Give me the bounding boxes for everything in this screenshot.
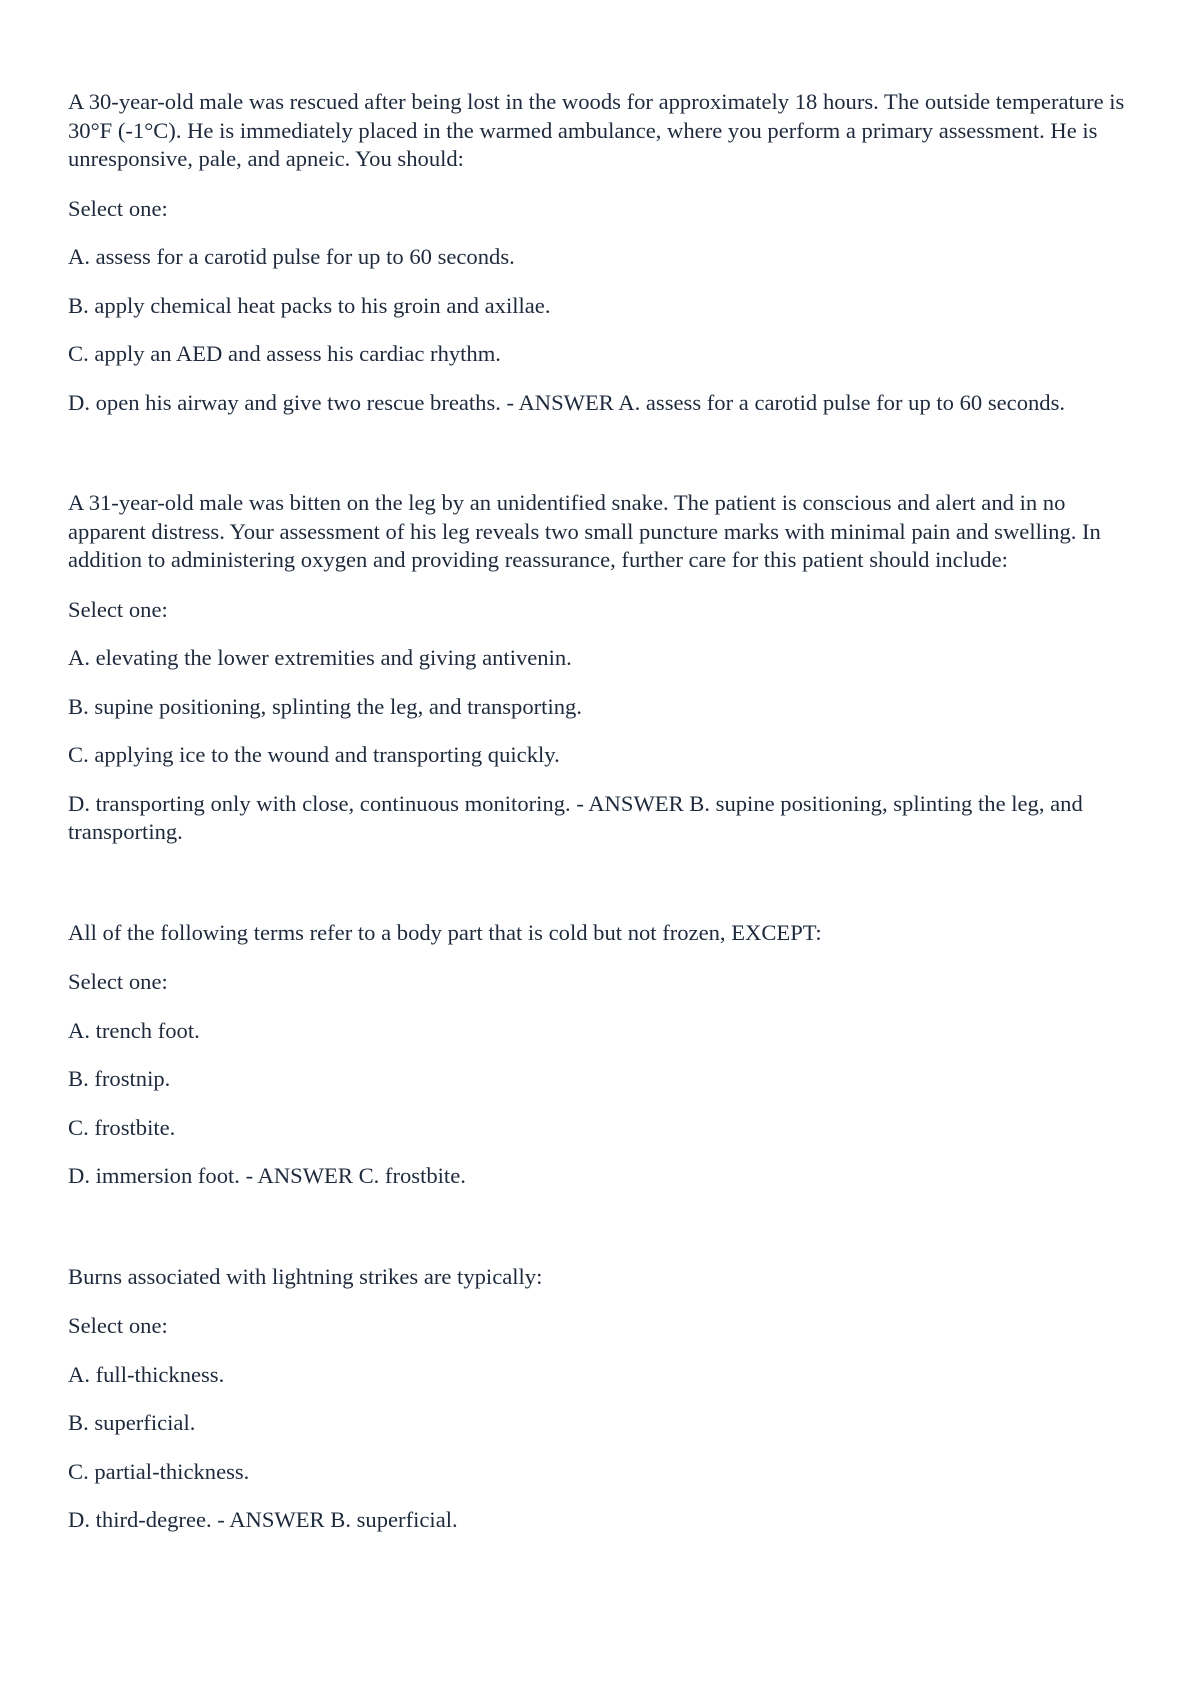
- answer-option-b: B. frostnip.: [68, 1066, 171, 1091]
- select-one-label: Select one:: [68, 195, 168, 221]
- answer-option-d: D. transporting only with close, continuous monitoring. - ANSWER B. supine positioning, splinting the leg, and transporting.: [68, 790, 1083, 844]
- answer-option-c: C. partial-thickness.: [68, 1458, 250, 1484]
- question-2: [68, 489, 1128, 847]
- select-one-label: Select one:: [68, 1313, 168, 1338]
- question-stem: A 31-year-old male was bitten on the leg by an unidentified snake. The patient is conscious and alert and in no apparent distress. Your assessment of his leg reveals two small puncture marks with minimal pain and swelling. In addition to administering oxygen and providing reassurance, further care for this patient should include:: [68, 490, 1101, 572]
- answer-option-a: A. elevating the lower extremities and giving antivenin.: [68, 645, 572, 670]
- answer-option-c: C. applying ice to the wound and transporting quickly.: [68, 742, 560, 767]
- question-4: [68, 1263, 1128, 1535]
- question-1: [68, 88, 1128, 417]
- answer-option-c: C. frostbite.: [68, 1114, 176, 1140]
- answer-option-c: C. apply an AED and assess his cardiac rhythm.: [68, 341, 501, 366]
- answer-option-d: D. open his airway and give two rescue breaths. - ANSWER A. assess for a carotid pulse for up to 60 seconds.: [68, 389, 1066, 415]
- answer-option-b: B. supine positioning, splinting the leg, and transporting.: [68, 693, 582, 719]
- question-stem: Burns associated with lightning strikes are typically:: [68, 1263, 543, 1289]
- answer-option-d: D. immersion foot. - ANSWER C. frostbite.: [68, 1163, 466, 1188]
- question-stem: All of the following terms refer to a body part that is cold but not frozen, EXCEPT:: [68, 919, 822, 945]
- question-3: [68, 919, 1128, 1191]
- document-page: [68, 88, 1128, 1535]
- select-one-label: Select one:: [68, 969, 168, 994]
- select-one-label: Select one:: [68, 596, 168, 622]
- answer-option-b: B. apply chemical heat packs to his groin and axillae.: [68, 292, 551, 318]
- answer-option-a: A. trench foot.: [68, 1017, 200, 1043]
- answer-option-b: B. superficial.: [68, 1410, 196, 1435]
- question-stem: A 30-year-old male was rescued after being lost in the woods for approximately 18 hours. The outside temperature is 30°F (-1°C). He is immediately placed in the warmed ambulance, where you perform a primary assessment. He is unresponsive, pale, and apneic. You should:: [68, 89, 1125, 171]
- answer-option-a: A. full-thickness.: [68, 1361, 225, 1387]
- answer-option-d: D. third-degree. - ANSWER B. superficial.: [68, 1507, 458, 1532]
- answer-option-a: A. assess for a carotid pulse for up to 60 seconds.: [68, 244, 515, 269]
